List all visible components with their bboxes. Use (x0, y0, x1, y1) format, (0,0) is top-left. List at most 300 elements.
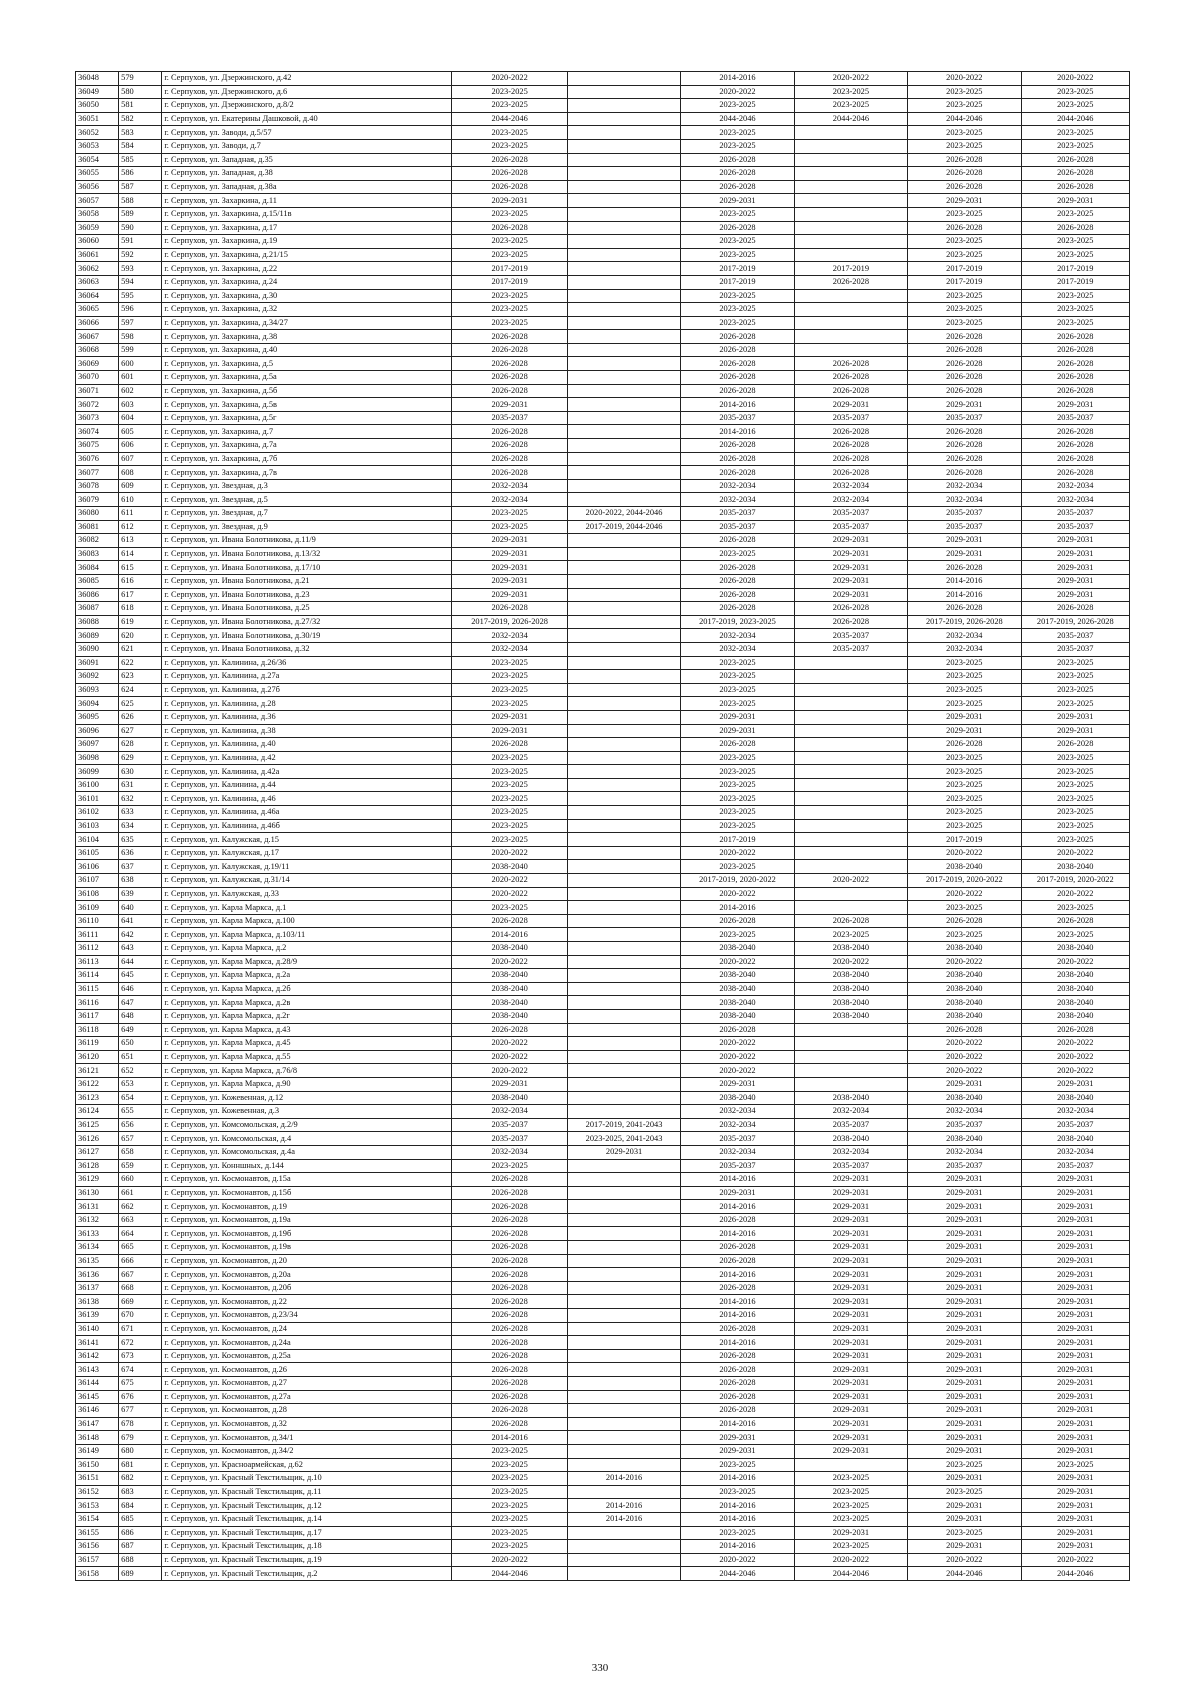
address-cell: г. Серпухов, ул. Заводи, д.5/57 (162, 126, 452, 140)
period-cell-4: 2038-2040 (794, 1091, 907, 1105)
period-cell-3: 2023-2025 (681, 1458, 794, 1472)
period-cell-3: 2014-2016 (681, 1173, 794, 1187)
row-code-cell: 36151 (76, 1472, 119, 1486)
period-cell-6: 2038-2040 (1021, 969, 1129, 983)
period-cell-2 (567, 955, 680, 969)
address-cell: г. Серпухов, ул. Карла Маркса, д.45 (162, 1037, 452, 1051)
period-cell-6: 2023-2025 (1021, 778, 1129, 792)
table-row (76, 914, 1130, 928)
row-code-cell: 36088 (76, 615, 119, 629)
period-cell-4: 2029-2031 (794, 547, 907, 561)
period-cell-5: 2026-2028 (908, 466, 1021, 480)
period-cell-6: 2020-2022 (1021, 846, 1129, 860)
period-cell-2 (567, 275, 680, 289)
period-cell-1: 2026-2028 (452, 1281, 567, 1295)
period-cell-5: 2023-2025 (908, 765, 1021, 779)
period-cell-5: 2026-2028 (908, 221, 1021, 235)
row-number-cell: 669 (119, 1295, 162, 1309)
row-code-cell: 36051 (76, 112, 119, 126)
row-code-cell: 36077 (76, 466, 119, 480)
row-number-cell: 590 (119, 221, 162, 235)
period-cell-3: 2026-2028 (681, 452, 794, 466)
row-number-cell: 621 (119, 642, 162, 656)
row-code-cell: 36144 (76, 1377, 119, 1391)
row-code-cell: 36106 (76, 860, 119, 874)
row-code-cell: 36062 (76, 262, 119, 276)
period-cell-3: 2014-2016 (681, 1540, 794, 1554)
period-cell-3: 2017-2019 (681, 275, 794, 289)
row-number-cell: 608 (119, 466, 162, 480)
row-code-cell: 36130 (76, 1186, 119, 1200)
period-cell-5: 2029-2031 (908, 1254, 1021, 1268)
period-cell-3: 2023-2025 (681, 928, 794, 942)
period-cell-3: 2026-2028 (681, 574, 794, 588)
address-cell: г. Серпухов, ул. Калинина, д.40 (162, 738, 452, 752)
period-cell-6: 2044-2046 (1021, 112, 1129, 126)
period-cell-6: 2029-2031 (1021, 1077, 1129, 1091)
address-cell: г. Серпухов, ул. Захаркина, д.34/27 (162, 316, 452, 330)
address-cell: г. Серпухов, ул. Дзержинского, д.6 (162, 85, 452, 99)
period-cell-4: 2026-2028 (794, 384, 907, 398)
period-cell-4: 2035-2037 (794, 520, 907, 534)
period-cell-1: 2023-2025 (452, 207, 567, 221)
period-cell-4: 2029-2031 (794, 1241, 907, 1255)
period-cell-5: 2029-2031 (908, 1309, 1021, 1323)
period-cell-1: 2038-2040 (452, 1091, 567, 1105)
period-cell-5: 2044-2046 (908, 1567, 1021, 1581)
address-cell: г. Серпухов, ул. Захаркина, д.11 (162, 194, 452, 208)
period-cell-6: 2023-2025 (1021, 901, 1129, 915)
period-cell-2 (567, 683, 680, 697)
address-cell: г. Серпухов, ул. Захаркина, д.7 (162, 425, 452, 439)
period-cell-1: 2026-2028 (452, 1213, 567, 1227)
period-cell-5: 2023-2025 (908, 697, 1021, 711)
address-cell: г. Серпухов, ул. Красный Текстильщик, д.12 (162, 1499, 452, 1513)
row-code-cell: 36122 (76, 1077, 119, 1091)
address-cell: г. Серпухов, ул. Захаркина, д.21/15 (162, 248, 452, 262)
period-cell-2 (567, 398, 680, 412)
period-cell-4: 2038-2040 (794, 982, 907, 996)
table-row (76, 1009, 1130, 1023)
period-cell-1: 2026-2028 (452, 330, 567, 344)
address-cell: г. Серпухов, ул. Космонавтов, д.19б (162, 1227, 452, 1241)
address-cell: г. Серпухов, ул. Карла Маркса, д.28/9 (162, 955, 452, 969)
period-cell-1: 2023-2025 (452, 901, 567, 915)
period-cell-2 (567, 860, 680, 874)
row-number-cell: 620 (119, 629, 162, 643)
period-cell-1: 2020-2022 (452, 1037, 567, 1051)
period-cell-1: 2023-2025 (452, 806, 567, 820)
period-cell-1: 2023-2025 (452, 765, 567, 779)
row-number-cell: 673 (119, 1349, 162, 1363)
address-cell: г. Серпухов, ул. Карла Маркса, д.55 (162, 1050, 452, 1064)
period-cell-3: 2026-2028 (681, 180, 794, 194)
period-cell-4: 2032-2034 (794, 1105, 907, 1119)
period-cell-2 (567, 167, 680, 181)
table-row (76, 1404, 1130, 1418)
period-cell-3: 2032-2034 (681, 479, 794, 493)
period-cell-6: 2023-2025 (1021, 289, 1129, 303)
address-cell: г. Серпухов, ул. Карла Маркса, д.1 (162, 901, 452, 915)
period-cell-6: 2029-2031 (1021, 1512, 1129, 1526)
table-row (76, 1159, 1130, 1173)
address-cell: г. Серпухов, ул. Калинина, д.42а (162, 765, 452, 779)
period-cell-6: 2029-2031 (1021, 534, 1129, 548)
period-cell-4: 2023-2025 (794, 1485, 907, 1499)
period-cell-1: 2026-2028 (452, 1349, 567, 1363)
row-code-cell: 36146 (76, 1404, 119, 1418)
period-cell-4: 2035-2037 (794, 629, 907, 643)
period-cell-6: 2035-2037 (1021, 629, 1129, 643)
period-cell-4: 2026-2028 (794, 914, 907, 928)
period-cell-2 (567, 615, 680, 629)
period-cell-2 (567, 1050, 680, 1064)
period-cell-6: 2023-2025 (1021, 85, 1129, 99)
period-cell-4: 2029-2031 (794, 1309, 907, 1323)
period-cell-1: 2026-2028 (452, 1254, 567, 1268)
period-cell-3: 2038-2040 (681, 969, 794, 983)
row-number-cell: 660 (119, 1173, 162, 1187)
address-cell: г. Серпухов, ул. Калинина, д.28 (162, 697, 452, 711)
period-cell-1: 2038-2040 (452, 982, 567, 996)
period-cell-5: 2023-2025 (908, 126, 1021, 140)
period-cell-3: 2026-2028 (681, 167, 794, 181)
period-cell-4: 2038-2040 (794, 1132, 907, 1146)
address-cell: г. Серпухов, ул. Калужская, д.31/14 (162, 874, 452, 888)
table-row (76, 1077, 1130, 1091)
row-number-cell: 603 (119, 398, 162, 412)
table-row (76, 398, 1130, 412)
period-cell-2: 2014-2016 (567, 1499, 680, 1513)
period-cell-4 (794, 656, 907, 670)
period-cell-4: 2026-2028 (794, 439, 907, 453)
period-cell-1: 2026-2028 (452, 1322, 567, 1336)
row-number-cell: 630 (119, 765, 162, 779)
period-cell-1: 2014-2016 (452, 1431, 567, 1445)
table-row (76, 371, 1130, 385)
period-cell-2 (567, 194, 680, 208)
period-cell-4: 2029-2031 (794, 561, 907, 575)
row-code-cell: 36115 (76, 982, 119, 996)
row-number-cell: 633 (119, 806, 162, 820)
row-code-cell: 36069 (76, 357, 119, 371)
period-cell-2 (567, 1186, 680, 1200)
row-code-cell: 36104 (76, 833, 119, 847)
period-cell-3: 2026-2028 (681, 738, 794, 752)
period-cell-2 (567, 738, 680, 752)
table-row (76, 901, 1130, 915)
period-cell-6: 2044-2046 (1021, 1567, 1129, 1581)
period-cell-3: 2029-2031 (681, 710, 794, 724)
period-cell-2 (567, 479, 680, 493)
period-cell-4: 2029-2031 (794, 1268, 907, 1282)
period-cell-6: 2020-2022 (1021, 887, 1129, 901)
period-cell-5: 2026-2028 (908, 1023, 1021, 1037)
period-cell-1: 2032-2034 (452, 1145, 567, 1159)
table-row (76, 507, 1130, 521)
period-cell-3: 2014-2016 (681, 1512, 794, 1526)
period-cell-6: 2023-2025 (1021, 235, 1129, 249)
row-number-cell: 677 (119, 1404, 162, 1418)
period-cell-2 (567, 1336, 680, 1350)
period-cell-2 (567, 561, 680, 575)
row-number-cell: 613 (119, 534, 162, 548)
period-cell-1: 2017-2019 (452, 262, 567, 276)
period-cell-2 (567, 72, 680, 86)
period-cell-2 (567, 901, 680, 915)
address-cell: г. Серпухов, ул. Карла Маркса, д.43 (162, 1023, 452, 1037)
page-number: 330 (591, 1662, 609, 1674)
row-number-cell: 609 (119, 479, 162, 493)
address-cell: г. Серпухов, ул. Захаркина, д.5 (162, 357, 452, 371)
period-cell-3: 2023-2025 (681, 126, 794, 140)
address-cell: г. Серпухов, ул. Ивана Болотникова, д.30/19 (162, 629, 452, 643)
period-cell-1: 2023-2025 (452, 792, 567, 806)
period-cell-2: 2020-2022, 2044-2046 (567, 507, 680, 521)
period-cell-3: 2044-2046 (681, 112, 794, 126)
period-cell-2 (567, 1268, 680, 1282)
period-cell-1: 2026-2028 (452, 1173, 567, 1187)
period-cell-4: 2029-2031 (794, 1377, 907, 1391)
period-cell-5: 2026-2028 (908, 602, 1021, 616)
row-number-cell: 582 (119, 112, 162, 126)
period-cell-5: 2026-2028 (908, 357, 1021, 371)
period-cell-3: 2035-2037 (681, 1159, 794, 1173)
row-code-cell: 36050 (76, 99, 119, 113)
address-cell: г. Серпухов, ул. Захаркина, д.32 (162, 303, 452, 317)
period-cell-1: 2023-2025 (452, 303, 567, 317)
period-cell-4: 2023-2025 (794, 85, 907, 99)
period-cell-3: 2014-2016 (681, 901, 794, 915)
table-row (76, 982, 1130, 996)
period-cell-5: 2026-2028 (908, 371, 1021, 385)
period-cell-3: 2026-2028 (681, 153, 794, 167)
period-cell-4 (794, 235, 907, 249)
row-number-cell: 688 (119, 1553, 162, 1567)
address-cell: г. Серпухов, ул. Комсомольская, д.2/9 (162, 1118, 452, 1132)
period-cell-4: 2029-2031 (794, 1336, 907, 1350)
period-cell-5: 2026-2028 (908, 914, 1021, 928)
table-row (76, 153, 1130, 167)
row-number-cell: 656 (119, 1118, 162, 1132)
table-row (76, 751, 1130, 765)
period-cell-3: 2023-2025 (681, 207, 794, 221)
period-cell-6: 2026-2028 (1021, 452, 1129, 466)
row-code-cell: 36066 (76, 316, 119, 330)
period-cell-1: 2026-2028 (452, 180, 567, 194)
period-cell-4: 2029-2031 (794, 1444, 907, 1458)
row-number-cell: 676 (119, 1390, 162, 1404)
period-cell-5: 2023-2025 (908, 683, 1021, 697)
period-cell-5: 2029-2031 (908, 398, 1021, 412)
period-cell-6: 2029-2031 (1021, 1281, 1129, 1295)
row-number-cell: 639 (119, 887, 162, 901)
period-cell-4: 2038-2040 (794, 969, 907, 983)
period-cell-4 (794, 819, 907, 833)
period-cell-5: 2029-2031 (908, 1540, 1021, 1554)
row-code-cell: 36072 (76, 398, 119, 412)
row-number-cell: 599 (119, 343, 162, 357)
row-number-cell: 616 (119, 574, 162, 588)
row-code-cell: 36156 (76, 1540, 119, 1554)
period-cell-4: 2035-2037 (794, 1118, 907, 1132)
period-cell-6: 2029-2031 (1021, 1444, 1129, 1458)
row-code-cell: 36086 (76, 588, 119, 602)
period-cell-5: 2038-2040 (908, 860, 1021, 874)
address-cell: г. Серпухов, ул. Красный Текстильщик, д.14 (162, 1512, 452, 1526)
period-cell-2 (567, 139, 680, 153)
period-cell-2 (567, 833, 680, 847)
period-cell-6: 2023-2025 (1021, 303, 1129, 317)
period-cell-4: 2032-2034 (794, 1145, 907, 1159)
table-row (76, 221, 1130, 235)
address-cell: г. Серпухов, ул. Захаркина, д.38 (162, 330, 452, 344)
period-cell-1: 2044-2046 (452, 112, 567, 126)
row-number-cell: 661 (119, 1186, 162, 1200)
period-cell-5: 2029-2031 (908, 1512, 1021, 1526)
period-cell-3: 2035-2037 (681, 411, 794, 425)
row-code-cell: 36154 (76, 1512, 119, 1526)
row-code-cell: 36065 (76, 303, 119, 317)
row-code-cell: 36105 (76, 846, 119, 860)
period-cell-2 (567, 1458, 680, 1472)
period-cell-6: 2032-2034 (1021, 493, 1129, 507)
period-cell-3: 2032-2034 (681, 1105, 794, 1119)
period-cell-4: 2032-2034 (794, 479, 907, 493)
period-cell-1: 2038-2040 (452, 860, 567, 874)
address-cell: г. Серпухов, ул. Карла Маркса, д.2в (162, 996, 452, 1010)
period-cell-6: 2035-2037 (1021, 1118, 1129, 1132)
period-cell-4: 2026-2028 (794, 357, 907, 371)
period-cell-4: 2029-2031 (794, 1363, 907, 1377)
period-cell-5: 2029-2031 (908, 1227, 1021, 1241)
period-cell-2: 2017-2019, 2044-2046 (567, 520, 680, 534)
period-cell-6: 2020-2022 (1021, 1553, 1129, 1567)
period-cell-2 (567, 99, 680, 113)
period-cell-6: 2038-2040 (1021, 982, 1129, 996)
row-code-cell: 36134 (76, 1241, 119, 1255)
table-row (76, 724, 1130, 738)
row-number-cell: 579 (119, 72, 162, 86)
period-cell-1: 2026-2028 (452, 371, 567, 385)
period-cell-5: 2023-2025 (908, 778, 1021, 792)
period-cell-5: 2020-2022 (908, 887, 1021, 901)
row-number-cell: 586 (119, 167, 162, 181)
period-cell-4: 2020-2022 (794, 72, 907, 86)
table-row (76, 778, 1130, 792)
period-cell-4: 2026-2028 (794, 466, 907, 480)
period-cell-1: 2026-2028 (452, 1377, 567, 1391)
address-cell: г. Серпухов, ул. Комсомольская, д.4а (162, 1145, 452, 1159)
period-cell-2 (567, 629, 680, 643)
table-row (76, 126, 1130, 140)
period-cell-1: 2023-2025 (452, 656, 567, 670)
period-cell-5: 2032-2034 (908, 629, 1021, 643)
row-number-cell: 610 (119, 493, 162, 507)
table-row (76, 874, 1130, 888)
period-cell-2 (567, 1553, 680, 1567)
period-cell-2 (567, 1349, 680, 1363)
table-row (76, 846, 1130, 860)
table-row (76, 561, 1130, 575)
row-number-cell: 649 (119, 1023, 162, 1037)
table-row (76, 194, 1130, 208)
period-cell-4 (794, 207, 907, 221)
period-cell-2 (567, 493, 680, 507)
period-cell-2 (567, 1281, 680, 1295)
period-cell-1: 2020-2022 (452, 955, 567, 969)
period-cell-2 (567, 1540, 680, 1554)
period-cell-6: 2020-2022 (1021, 1064, 1129, 1078)
period-cell-2 (567, 819, 680, 833)
period-cell-2 (567, 207, 680, 221)
period-cell-4: 2044-2046 (794, 1567, 907, 1581)
period-cell-6: 2023-2025 (1021, 819, 1129, 833)
period-cell-5: 2029-2031 (908, 710, 1021, 724)
period-cell-2 (567, 316, 680, 330)
address-cell: г. Серпухов, ул. Карла Маркса, д.2 (162, 942, 452, 956)
address-cell: г. Серпухов, ул. Захаркина, д.19 (162, 235, 452, 249)
row-number-cell: 629 (119, 751, 162, 765)
row-number-cell: 587 (119, 180, 162, 194)
row-code-cell: 36102 (76, 806, 119, 820)
row-number-cell: 689 (119, 1567, 162, 1581)
period-cell-4 (794, 343, 907, 357)
address-cell: г. Серпухов, ул. Захаркина, д.17 (162, 221, 452, 235)
table-row (76, 411, 1130, 425)
period-cell-6: 2029-2031 (1021, 1186, 1129, 1200)
period-cell-1: 2029-2031 (452, 547, 567, 561)
period-cell-1: 2023-2025 (452, 1512, 567, 1526)
period-cell-2 (567, 887, 680, 901)
period-cell-3: 2014-2016 (681, 72, 794, 86)
address-cell: г. Серпухов, ул. Калинина, д.26/36 (162, 656, 452, 670)
period-cell-2 (567, 1159, 680, 1173)
period-cell-5: 2029-2031 (908, 547, 1021, 561)
address-cell: г. Серпухов, ул. Красный Текстильщик, д.11 (162, 1485, 452, 1499)
row-number-cell: 601 (119, 371, 162, 385)
table-row (76, 602, 1130, 616)
period-cell-6: 2029-2031 (1021, 1526, 1129, 1540)
row-code-cell: 36140 (76, 1322, 119, 1336)
period-cell-4: 2029-2031 (794, 1173, 907, 1187)
table-row (76, 425, 1130, 439)
period-cell-2 (567, 1213, 680, 1227)
period-cell-4: 2038-2040 (794, 942, 907, 956)
table-row (76, 180, 1130, 194)
period-cell-3: 2017-2019 (681, 262, 794, 276)
address-cell: г. Серпухов, ул. Калинина, д.27б (162, 683, 452, 697)
row-code-cell: 36128 (76, 1159, 119, 1173)
address-cell: г. Серпухов, ул. Западная, д.38 (162, 167, 452, 181)
table-row (76, 996, 1130, 1010)
period-cell-1: 2038-2040 (452, 969, 567, 983)
period-cell-6: 2029-2031 (1021, 574, 1129, 588)
period-cell-1: 2020-2022 (452, 846, 567, 860)
address-cell: г. Серпухов, ул. Космонавтов, д.25а (162, 1349, 452, 1363)
row-number-cell: 664 (119, 1227, 162, 1241)
period-cell-6: 2023-2025 (1021, 697, 1129, 711)
period-cell-2 (567, 1009, 680, 1023)
period-cell-6: 2023-2025 (1021, 139, 1129, 153)
row-number-cell: 606 (119, 439, 162, 453)
period-cell-5: 2029-2031 (908, 1268, 1021, 1282)
period-cell-1: 2026-2028 (452, 1417, 567, 1431)
period-cell-5: 2023-2025 (908, 901, 1021, 915)
row-number-cell: 682 (119, 1472, 162, 1486)
period-cell-4: 2029-2031 (794, 1390, 907, 1404)
table-row (76, 167, 1130, 181)
